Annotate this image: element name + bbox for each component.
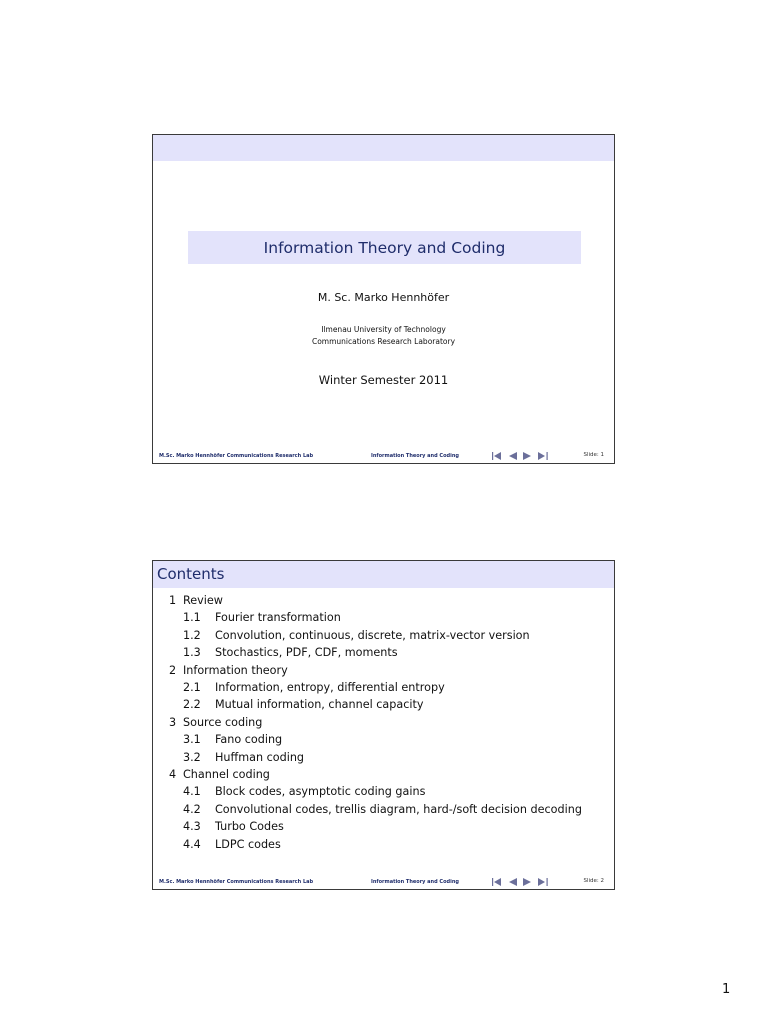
toc-item-text: Turbo Codes xyxy=(215,820,284,834)
slide-number: Slide: 2 xyxy=(583,878,604,884)
footer-author: M.Sc. Marko Hennhöfer Communications Research Lab xyxy=(159,879,314,885)
toc-item-text: LDPC codes xyxy=(215,837,281,851)
slide-header-bar xyxy=(153,135,614,161)
toc-item-text: Convolution, continuous, discrete, matrix-vector version xyxy=(215,628,530,642)
footer-course: Information Theory and Coding xyxy=(371,879,459,885)
slide-footer xyxy=(153,449,614,463)
last-page-icon[interactable] xyxy=(538,452,548,460)
toc-item-text: Stochastics, PDF, CDF, moments xyxy=(215,646,398,660)
first-page-icon[interactable] xyxy=(492,452,502,460)
footer-author: M.Sc. Marko Hennhöfer Communications Research Lab xyxy=(159,453,314,459)
slide-footer xyxy=(153,875,614,889)
toc-item-text: Fano coding xyxy=(215,733,283,747)
toc-item-number: 3.2 xyxy=(183,750,201,764)
toc-item-text: Fourier transformation xyxy=(215,611,341,625)
toc-item-number: 4.2 xyxy=(183,802,201,816)
toc-item-text: Channel coding xyxy=(183,768,270,781)
toc-item-text: Huffman coding xyxy=(215,750,305,764)
slide-title: Information Theory and Coding xyxy=(263,238,506,257)
toc-item-number: 1 xyxy=(169,594,177,607)
slide-number: Slide: 1 xyxy=(583,452,604,458)
toc-item-number: 2 xyxy=(169,663,177,677)
semester: Winter Semester 2011 xyxy=(318,373,449,387)
toc-item-text: Review xyxy=(183,594,223,607)
toc-item-text: Block codes, asymptotic coding gains xyxy=(215,785,426,799)
toc-item-number: 2.2 xyxy=(183,698,201,712)
toc-item-text: Source coding xyxy=(183,715,263,729)
toc-item-number: 4.4 xyxy=(183,837,201,851)
toc-item-text: Information theory xyxy=(183,663,288,677)
toc-item-number: 4.1 xyxy=(183,785,201,799)
toc-item-number: 1.1 xyxy=(183,611,201,625)
next-page-icon[interactable] xyxy=(523,452,532,460)
slide-2 xyxy=(152,560,615,890)
slide-navigation xyxy=(492,451,548,461)
footer-course: Information Theory and Coding xyxy=(371,453,459,459)
toc-item-text: Convolutional codes, trellis diagram, hard-/soft decision decoding xyxy=(215,802,582,816)
toc-item-number: 2.1 xyxy=(183,681,201,694)
toc-item-number: 3 xyxy=(169,715,177,729)
slide-navigation xyxy=(492,877,548,887)
toc-item-number: 4 xyxy=(169,768,177,781)
toc-item-number: 1.3 xyxy=(183,646,201,660)
slide-title-box xyxy=(188,231,581,264)
toc-item-number: 4.3 xyxy=(183,820,201,834)
page-number: 1 xyxy=(722,982,731,997)
slide-title: Contents xyxy=(157,565,225,583)
prev-page-icon[interactable] xyxy=(508,452,517,460)
toc-item-text: Information, entropy, differential entropy xyxy=(215,681,445,694)
first-page-icon[interactable] xyxy=(492,878,502,886)
toc-item-number: 1.2 xyxy=(183,628,201,642)
toc-item-number: 3.1 xyxy=(183,733,201,747)
slide-title-bar xyxy=(153,561,614,588)
last-page-icon[interactable] xyxy=(538,878,548,886)
author-name: M. Sc. Marko Hennhöfer xyxy=(317,291,450,304)
institution-lab: Communications Research Laboratory xyxy=(311,337,456,346)
slide-1 xyxy=(152,134,615,464)
prev-page-icon[interactable] xyxy=(508,878,517,886)
toc-item-text: Mutual information, channel capacity xyxy=(215,698,424,712)
next-page-icon[interactable] xyxy=(523,878,532,886)
institution-university: Ilmenau University of Technology xyxy=(321,325,446,334)
